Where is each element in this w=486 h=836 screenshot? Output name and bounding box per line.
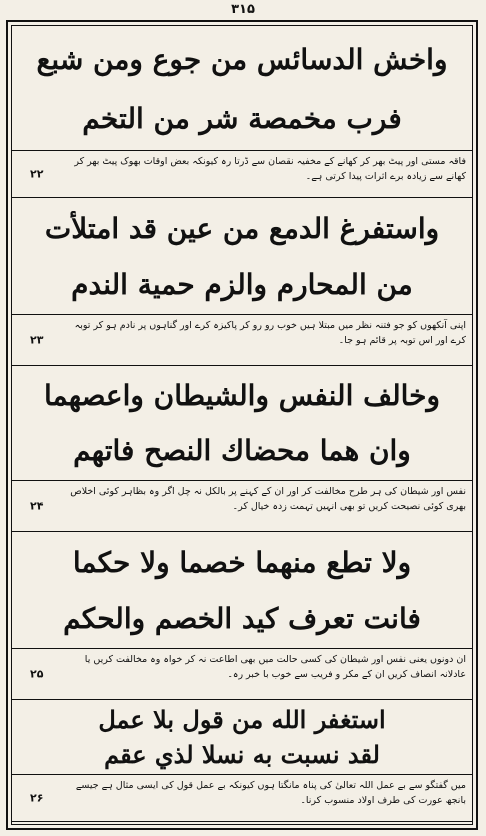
verse-block	[14, 30, 470, 148]
commentary-note	[12, 150, 472, 198]
verse-block	[14, 534, 470, 646]
note-number: ۲۴	[30, 499, 44, 513]
verse-line: من المحارم والزم حمية الندم	[71, 267, 413, 301]
note-number: ۲۶	[30, 791, 44, 805]
verse-line: استغفر الله من قول بلا عمل	[98, 704, 386, 734]
commentary-note	[12, 314, 472, 366]
note-number: ۲۵	[30, 667, 44, 681]
verse-line: وخالف النفس والشيطان واعصهما	[44, 379, 440, 412]
verse-line: فرب مخمصة شر من التخم	[82, 102, 402, 135]
verse-line: ولا تطع منهما خصما ولا حكما	[72, 545, 412, 579]
note-number: ۲۲	[30, 167, 44, 181]
commentary-note	[12, 648, 472, 700]
verse-block	[14, 368, 470, 478]
verse-line: لقد نسبت به نسلا لذي عقم	[104, 739, 380, 769]
commentary-note	[12, 480, 472, 532]
page-frame	[6, 20, 478, 830]
commentary-note	[12, 774, 472, 822]
verse-block	[14, 702, 470, 772]
note-text: اپنی آنکھوں کو جو فتنہ نظر میں مبتلا ہیں خوب رو رو کر پاکیزہ کرے اور گناہوں پر نادم ہو کر توبہ کرے اور اس توبہ پر قائم ہو جا۔	[74, 320, 466, 347]
verse-line: فانت تعرف كيد الخصم والحكم	[63, 601, 421, 635]
verse-line: واستفرغ الدمع من عين قد امتلأت	[44, 211, 440, 245]
verse-block	[14, 200, 470, 312]
note-text: فاقہ مستی اور پیٹ بھر کر کھانے کے مخفیہ نقصان سے ڈرتا رہ کیونکہ بعض اوقات بھوک پیٹ بھر کر کھانے سے زیادہ برے اثرات پیدا کرتی ہے۔	[74, 156, 466, 183]
verse-line: واخش الدسائس من جوع ومن شبع	[36, 43, 448, 76]
note-text: ان دونوں یعنی نفس اور شیطان کی کسی حالت میں بھی اطاعت نہ کر خواہ وہ مخالفت کریں یا عادلانہ انصاف کریں ان کے مکر و فریب سے خوب با خبر رہ۔	[84, 654, 466, 681]
note-text: میں گفتگو سے بے عمل اللہ تعالیٰ کی پناہ مانگتا ہوں کیونکہ بے عمل قول کی ایسی مثال ہے جیسے بانجھ عورت کی طرف اولاد منسوب کرنا۔	[75, 780, 466, 807]
verse-line: وان هما محضاك النصح فاتهم	[73, 434, 411, 467]
page-number: ۳۱۵	[231, 2, 255, 17]
note-text: نفس اور شیطان کی ہر طرح مخالفت کر اور ان کے کہنے پر بالکل نہ چل اگر وہ بظاہر کوئی اخلاص بھری کوئی نصیحت کریں تو بھی انہیں تہمت زدہ خیال کر۔	[70, 486, 466, 513]
note-number: ۲۳	[30, 333, 44, 347]
